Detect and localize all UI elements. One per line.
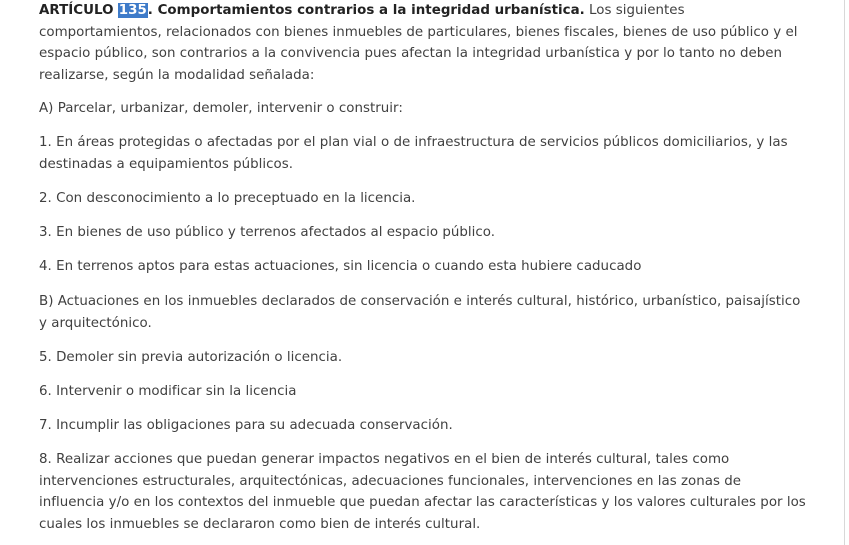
section-heading-b: B) Actuaciones en los inmuebles declarados de conservación e interés cultural, histórico, urbanístico, paisajístico y arquitectónico. [39,294,801,331]
article-title: . Comportamientos contrarios a la integridad urbanística. [147,3,585,18]
section-heading-a: A) Parcelar, urbanizar, demoler, intervenir o construir: [39,101,403,116]
list-item-6: 6. Intervenir o modificar sin la licencia [39,384,297,399]
page-edge-divider [844,0,845,545]
article-paragraph [39,0,809,86]
list-item-1: 1. En áreas protegidas o afectadas por el plan vial o de infraestructura de servicios públicos domiciliarios, y las destinadas a equipamientos públicos. [39,135,788,172]
article-intro: Los siguientes comportamientos, relacionados con bienes inmuebles de particulares, bienes fiscales, bienes de uso público y el espacio público, son contrarios a la convivencia pues afectan la integridad urbanística y por lo tanto no deben realizarse, según la modalidad señalada: [39,3,798,83]
list-item-7: 7. Incumplir las obligaciones para su adecuada conservación. [39,418,453,433]
list-item-3: 3. En bienes de uso público y terrenos afectados al espacio público. [39,225,495,240]
article-number-highlight[interactable]: 135 [118,3,147,18]
list-item-4: 4. En terrenos aptos para estas actuaciones, sin licencia o cuando esta hubiere caducado [39,259,642,274]
list-item-5: 5. Demoler sin previa autorización o licencia. [39,350,343,365]
article-label: ARTÍCULO [39,3,114,18]
list-item-8: 8. Realizar acciones que puedan generar impactos negativos en el bien de interés cultural, tales como intervenciones estructurales, arquitectónicas, adecuaciones funcionales, intervenciones en las zonas de influencia y/o en los contextos del inmueble que puedan afectar las características y los valores culturales por los cuales los inmuebles se declararon como bien de interés cultural. [39,452,806,532]
list-item-2: 2. Con desconocimiento a lo preceptuado en la licencia. [39,191,416,206]
